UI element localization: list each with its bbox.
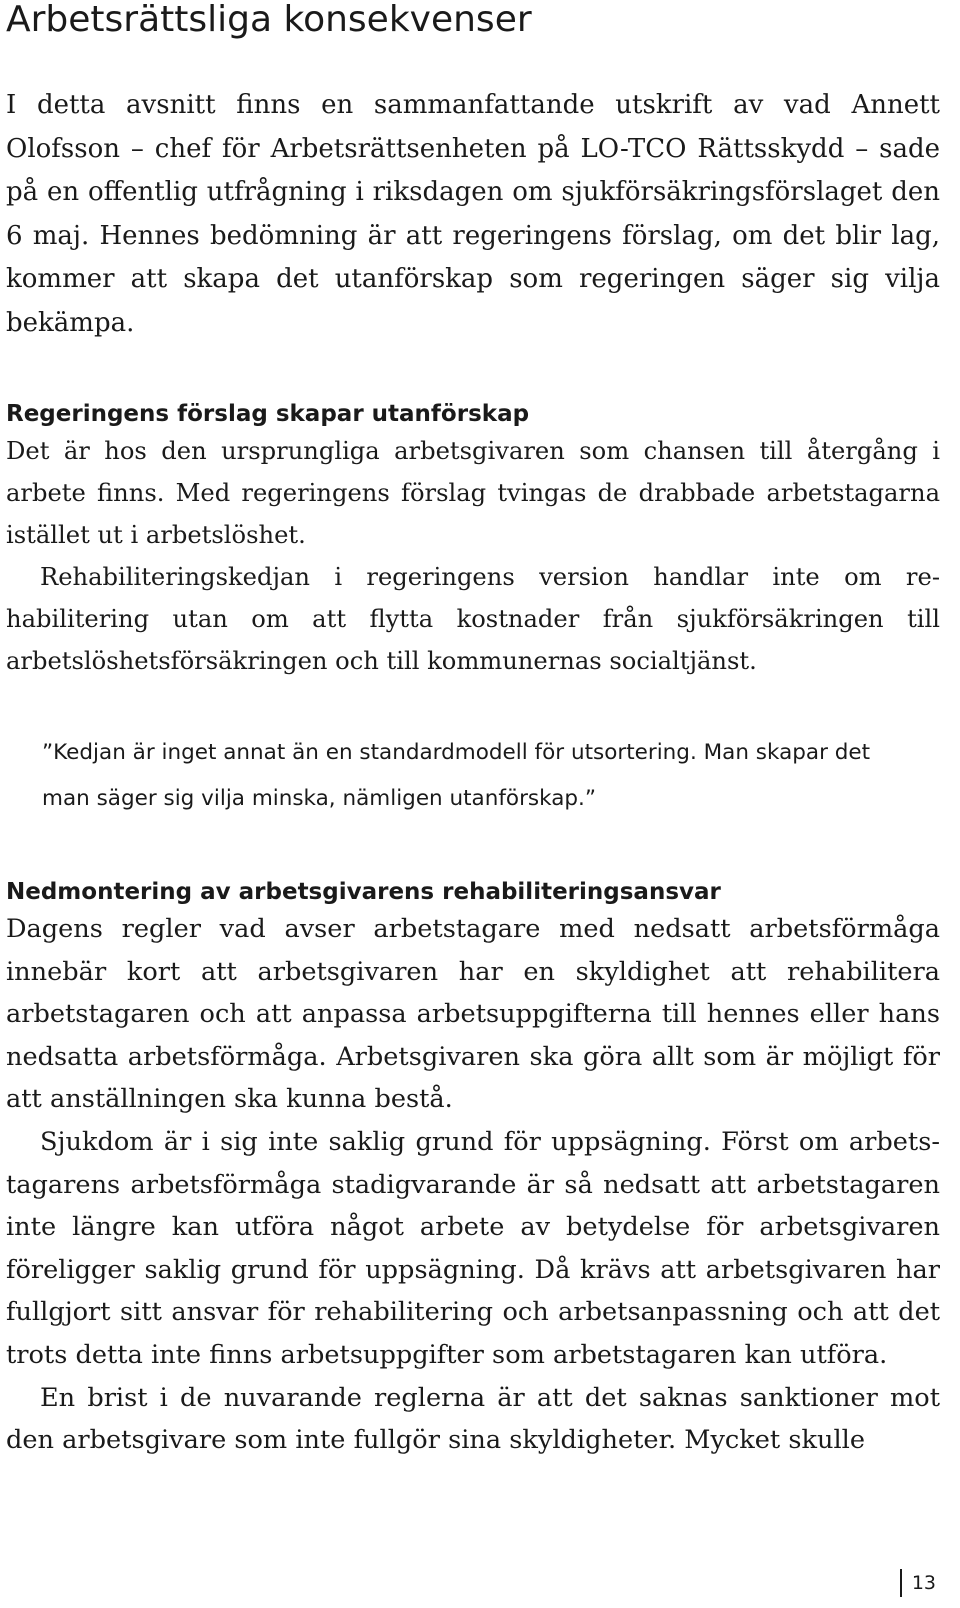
paragraph: Det är hos den ursprungliga arbetsgivaren som chansen till återgång i arbete finns. Med regeringens förslag tvingas de drabbade arbetstagarna istället ut i arbetslöshet. [6, 437, 940, 549]
intro-paragraph: I detta avsnitt finns en sammanfattande utskrift av vad Annett Olofsson – chef för Arbetsrättsenheten på LO-TCO Rättsskydd – sade på en offentlig utfrågning i riksdagen om sjukförsäkringsförslaget den 6 maj. Hennes bedömning är att regeringens förslag, om det blir lag, kommer att skapa det utanförskap som regeringen säger sig vilja bekämpa. [6, 90, 940, 338]
page-title: Arbetsrättsliga konsekvenser [6, 0, 532, 40]
pull-quote: ”Kedjan är inget annat än en standardmodell för utsortering. Man skapar det man säger sig vilja minska, nämligen utanförskap.” [42, 740, 871, 811]
paragraph: Sjukdom är i sig inte saklig grund för uppsägning. Först om arbetstagarens arbetsförmåga stadigvarande är så nedsatt att arbetstagaren inte längre kan utföra något arbete av betydelse för arbetsgivaren föreligger saklig grund för uppsägning. Då krävs att arbetsgivaren har fullgjort sitt ansvar för rehabilitering och arbetsanpassning och att det trots detta inte finns arbetsuppgifter som arbetstagaren kan utföra. [6, 1126, 940, 1370]
paragraph: Dagens regler vad avser arbetstagare med nedsatt arbetsförmåga innebär kort att arbetsgivaren har en skyldighet att rehabilitera arbetstagaren och att anpassa arbetsuppgifterna till hennes eller hans nedsatta arbetsförmåga. Arbetsgivaren ska göra allt som är möjligt för att anställningen ska kunna bestå. [6, 914, 940, 1115]
page-number: 13 [900, 1569, 936, 1597]
paragraph: En brist i de nuvarande reglerna är att det saknas sanktioner mot den arbetsgivare som inte fullgör sina skyldigheter. Mycket skulle [6, 1382, 940, 1456]
section-heading-utanforskap: Regeringens förslag skapar utanförskap [6, 401, 530, 427]
paragraph: Rehabiliteringskedjan i regeringens version handlar inte om rehabilitering utan om att flytta kostnader från sjukförsäkringen till arbetslöshetsförsäkringen och till kommunernas socialtjänst. [6, 563, 940, 675]
section-body-utanforskap [6, 430, 940, 682]
section-body-rehabiliteringsansvar [6, 908, 940, 1462]
section-heading-rehabiliteringsansvar: Nedmontering av arbetsgivarens rehabiliteringsansvar [6, 879, 721, 905]
